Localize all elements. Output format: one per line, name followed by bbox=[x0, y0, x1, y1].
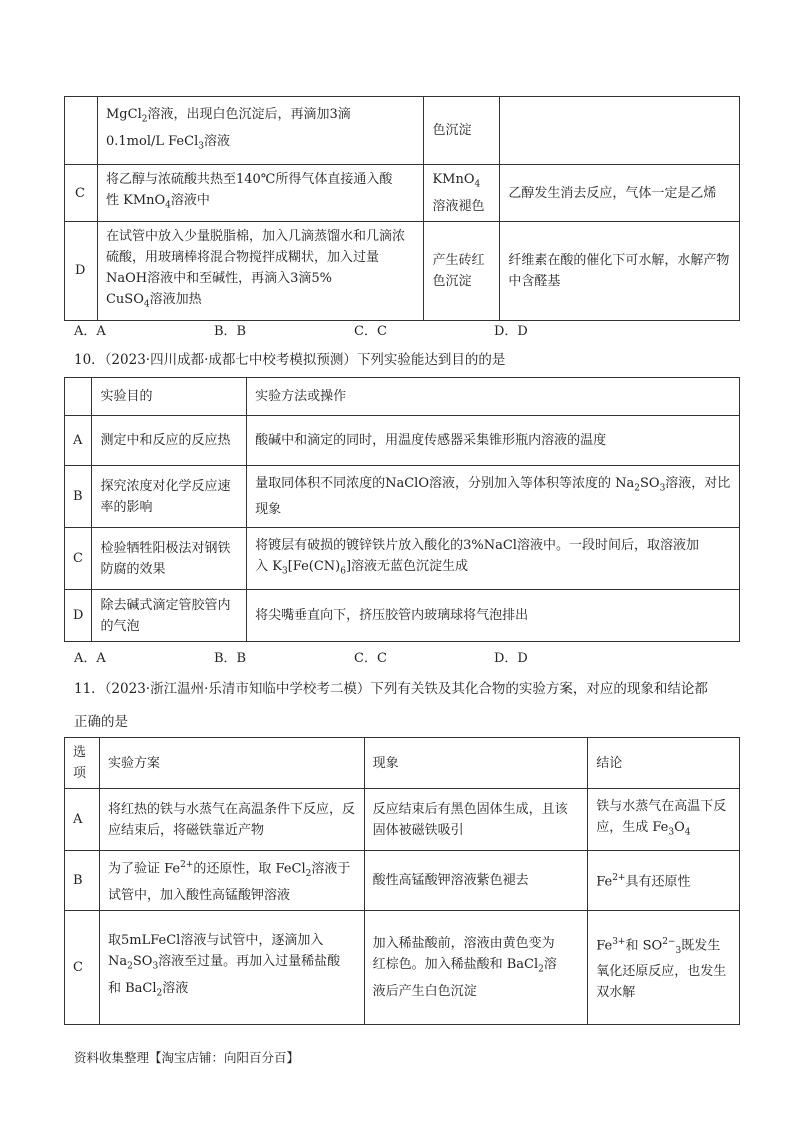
option-a[interactable]: A．A bbox=[74, 324, 106, 339]
option-b[interactable]: B．B bbox=[214, 324, 247, 339]
phenomenon-cell: 酸性高锰酸钾溶液紫色褪去 bbox=[364, 851, 588, 911]
table-row bbox=[65, 851, 740, 911]
goal-cell: 除去碱式滴定管胶管内的气泡 bbox=[92, 590, 247, 642]
question-11-stem-line1: 11．（2023·浙江温州·乐清市知临中学校考二模）下列有关铁及其化合物的实验方案，对应的现象和结论都 bbox=[74, 681, 708, 697]
header-option: 选项 bbox=[65, 738, 100, 789]
option-a[interactable]: A．A bbox=[74, 651, 106, 666]
table-row bbox=[65, 789, 740, 851]
header-plan: 实验方案 bbox=[99, 738, 364, 789]
goal-cell: 探究浓度对化学反应速率的影响 bbox=[92, 466, 247, 528]
table-row bbox=[65, 222, 740, 321]
header-method: 实验方法或操作 bbox=[247, 378, 740, 416]
row-label: C bbox=[65, 528, 92, 590]
row-label: C bbox=[65, 165, 98, 222]
table-row bbox=[65, 528, 740, 590]
table-row bbox=[65, 466, 740, 528]
option-c[interactable]: C．C bbox=[354, 651, 387, 666]
table-q10 bbox=[64, 377, 740, 642]
method-cell: 将镀层有破损的镀锌铁片放入酸化的3%NaCl溶液中。一段时间后，取溶液加 入 $K_3[Fe(CN)_6]$溶液无蓝色沉淀生成 bbox=[247, 528, 740, 590]
question-11-stem-line2: 正确的是 bbox=[74, 714, 128, 730]
table-q11 bbox=[64, 737, 740, 1025]
conclusion-cell: 乙醇发生消去反应，气体一定是乙烯 bbox=[500, 165, 740, 222]
method-cell: 量取同体积不同浓度的NaClO溶液，分别加入等体积等浓度的 $Na_2SO_3$溶液，对比现象 bbox=[247, 466, 740, 528]
row-label: D bbox=[65, 222, 98, 321]
conclusion-cell: $Fe^{2+}$具有还原性 bbox=[588, 851, 740, 911]
header-phenomenon: 现象 bbox=[364, 738, 588, 789]
table-row bbox=[65, 911, 740, 1025]
option-c[interactable]: C．C bbox=[354, 324, 387, 339]
plan-cell: 取5mLFeCl溶液与试管中，逐滴加入 $Na_2SO_3$溶液至过量。再加入过量稀盐酸 和 BaCl$_2$溶液 bbox=[99, 911, 364, 1025]
row-label: B bbox=[65, 466, 92, 528]
phenomenon-cell: KMnO$_4$ 溶液褪色 bbox=[424, 165, 500, 222]
phenomenon-cell: 色沉淀 bbox=[424, 97, 500, 165]
table-row bbox=[65, 590, 740, 642]
header-goal: 实验目的 bbox=[92, 378, 247, 416]
operation-cell: 将乙醇与浓硫酸共热至140℃所得气体直接通入酸 性 KMnO$_4$溶液中 bbox=[97, 165, 423, 222]
page-footer: 资料收集整理【淘宝店铺：向阳百分百】 bbox=[74, 1050, 300, 1065]
row-label: B bbox=[65, 851, 100, 911]
method-cell: 将尖嘴垂直向下，挤压胶管内玻璃球将气泡排出 bbox=[247, 590, 740, 642]
phenomenon-cell: 产生砖红色沉淀 bbox=[424, 222, 500, 321]
option-d[interactable]: D．D bbox=[494, 324, 528, 339]
conclusion-cell: $Fe^{3+}$和 $SO^{2-}_3$既发生氧化还原反应，也发生双水解 bbox=[588, 911, 740, 1025]
plan-cell: 将红热的铁与水蒸气在高温条件下反应，反应结束后，将磁铁靠近产物 bbox=[99, 789, 364, 851]
goal-cell: 测定中和反应的反应热 bbox=[92, 416, 247, 466]
row-label: A bbox=[65, 416, 92, 466]
question-10-stem: 10．（2023·四川成都·成都七中校考模拟预测）下列实验能达到目的的是 bbox=[74, 352, 506, 368]
table-row bbox=[65, 97, 740, 165]
goal-cell: 检验牺牲阳极法对钢铁防腐的效果 bbox=[92, 528, 247, 590]
table-header-row bbox=[65, 738, 740, 789]
header-conclusion: 结论 bbox=[588, 738, 740, 789]
phenomenon-cell: 加入稀盐酸前，溶液由黄色变为 红棕色。加入稀盐酸和 BaCl$_2$溶 液后产生白色沉淀 bbox=[364, 911, 588, 1025]
method-cell: 酸碱中和滴定的同时，用温度传感器采集锥形瓶内溶液的温度 bbox=[247, 416, 740, 466]
table-header-row bbox=[65, 378, 740, 416]
table-q9 bbox=[64, 96, 740, 321]
row-label: D bbox=[65, 590, 92, 642]
conclusion-cell: 铁与水蒸气在高温下反应，生成 $Fe_3O_4$ bbox=[588, 789, 740, 851]
conclusion-cell bbox=[500, 97, 740, 165]
table-row bbox=[65, 165, 740, 222]
phenomenon-cell: 反应结束后有黑色固体生成，且该固体被磁铁吸引 bbox=[364, 789, 588, 851]
row-label: C bbox=[65, 911, 100, 1025]
table-row bbox=[65, 416, 740, 466]
operation-cell: 在试管中放入少量脱脂棉，加入几滴蒸馏水和几滴浓硫酸，用玻璃棒将混合物搅拌成糊状，加入过量NaOH溶液中和至碱性，再滴入3滴5% CuSO$_4$溶液加热 bbox=[97, 222, 423, 321]
option-d[interactable]: D．D bbox=[494, 651, 528, 666]
row-label: A bbox=[65, 789, 100, 851]
header-blank bbox=[65, 378, 92, 416]
conclusion-cell: 纤维素在酸的催化下可水解，水解产物中含醛基 bbox=[500, 222, 740, 321]
option-b[interactable]: B．B bbox=[214, 651, 247, 666]
row-label bbox=[65, 97, 98, 165]
operation-cell: MgCl$_2$溶液，出现白色沉淀后，再滴加3滴 0.1mol/L FeCl$_3$溶液 bbox=[97, 97, 423, 165]
plan-cell: 为了验证 $Fe^{2+}$的还原性，取 FeCl$_2$溶液于试管中，加入酸性高锰酸钾溶液 bbox=[99, 851, 364, 911]
